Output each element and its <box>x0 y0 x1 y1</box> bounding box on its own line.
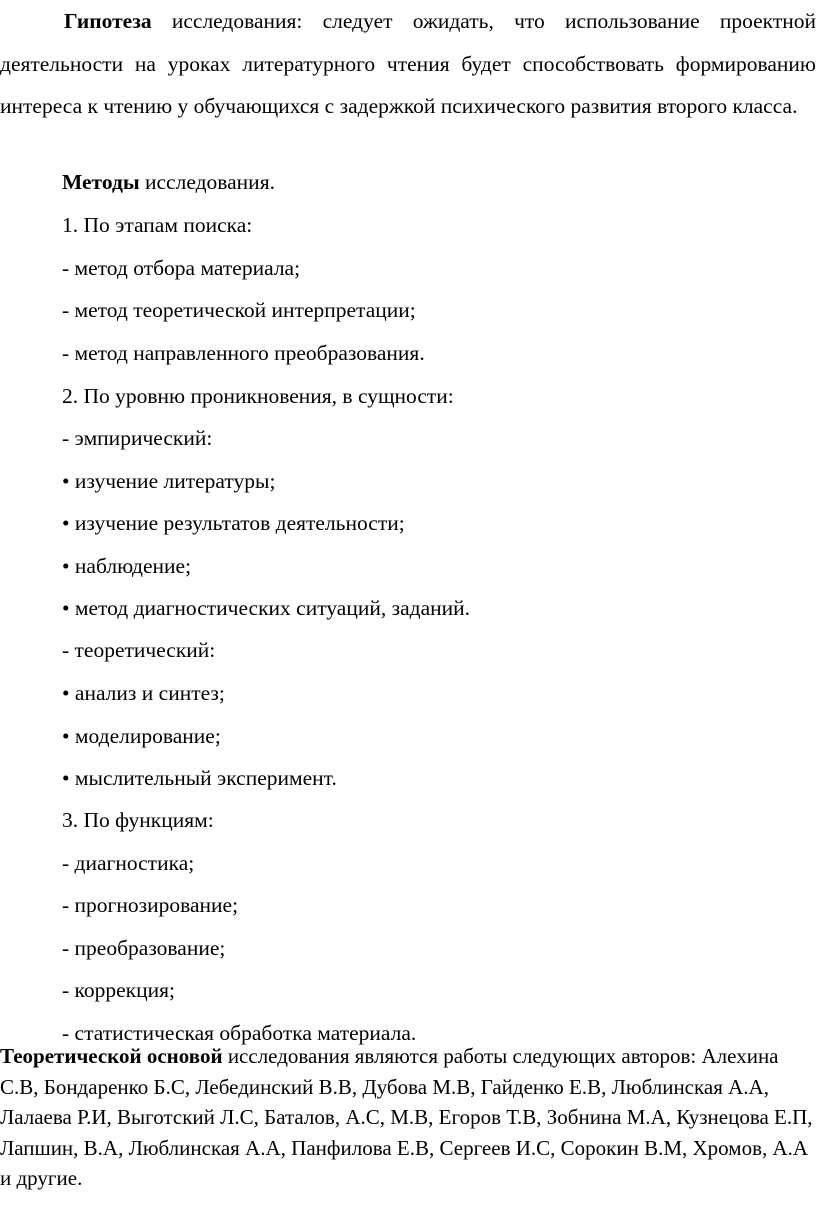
methods-line: 1. По этапам поиска: <box>62 213 253 237</box>
methods-term: Методы <box>62 170 140 194</box>
methods-line: - диагностика; <box>62 851 195 875</box>
methods-heading-rest: исследования. <box>139 170 275 194</box>
theory-term: Теоретической основой <box>0 1044 223 1068</box>
hypothesis-paragraph <box>0 0 816 128</box>
hypothesis-text: исследования: следует ожидать, что использование проектной деятельности на уроках литературного чтения будет способствовать формированию интереса к чтению у обучающихся с задержкой психического развития второго класса. <box>0 9 816 118</box>
methods-line: - прогнозирование; <box>62 893 239 917</box>
methods-line: • моделирование; <box>62 724 221 748</box>
methods-line: • изучение результатов деятельности; <box>62 511 405 535</box>
methods-line: - теоретический: <box>62 638 216 662</box>
methods-line: • мыслительный эксперимент. <box>62 766 337 790</box>
methods-line: - метод направленного преобразования. <box>62 341 425 365</box>
methods-line: • метод диагностических ситуаций, заданий. <box>62 596 471 620</box>
methods-line: - статистическая обработка материала. <box>62 1021 417 1045</box>
methods-line: • изучение литературы; <box>62 469 276 493</box>
methods-line: - преобразование; <box>62 936 226 960</box>
methods-heading <box>62 168 275 196</box>
methods-line: • наблюдение; <box>62 554 192 578</box>
methods-line: - эмпирический: <box>62 426 213 450</box>
theory-text: исследования являются работы следующих авторов: Алехина С.В, Бондаренко Б.С, Лебединский В.В, Дубова М.В, Гайденко Е.В, Люблинская А.А, Лалаева Р.И, Выготский Л.С, Баталов, А.С, М.В, Егоров Т.В, Зобнина М.А, Кузнецова Е.П, Лапшин, В.А, Люблинская А.А, Панфилова Е.В, Сергеев И.С, Сорокин В.М, Хромов, А.А и другие. <box>0 1044 813 1190</box>
methods-line: - метод теоретической интерпретации; <box>62 298 416 322</box>
methods-line: 3. По функциям: <box>62 808 214 832</box>
methods-line: • анализ и синтез; <box>62 681 225 705</box>
theory-paragraph <box>0 1041 816 1194</box>
methods-line: - коррекция; <box>62 978 176 1002</box>
methods-line: - метод отбора материала; <box>62 256 301 280</box>
methods-line: 2. По уровню проникновения, в сущности: <box>62 384 454 408</box>
hypothesis-term: Гипотеза <box>64 9 152 33</box>
